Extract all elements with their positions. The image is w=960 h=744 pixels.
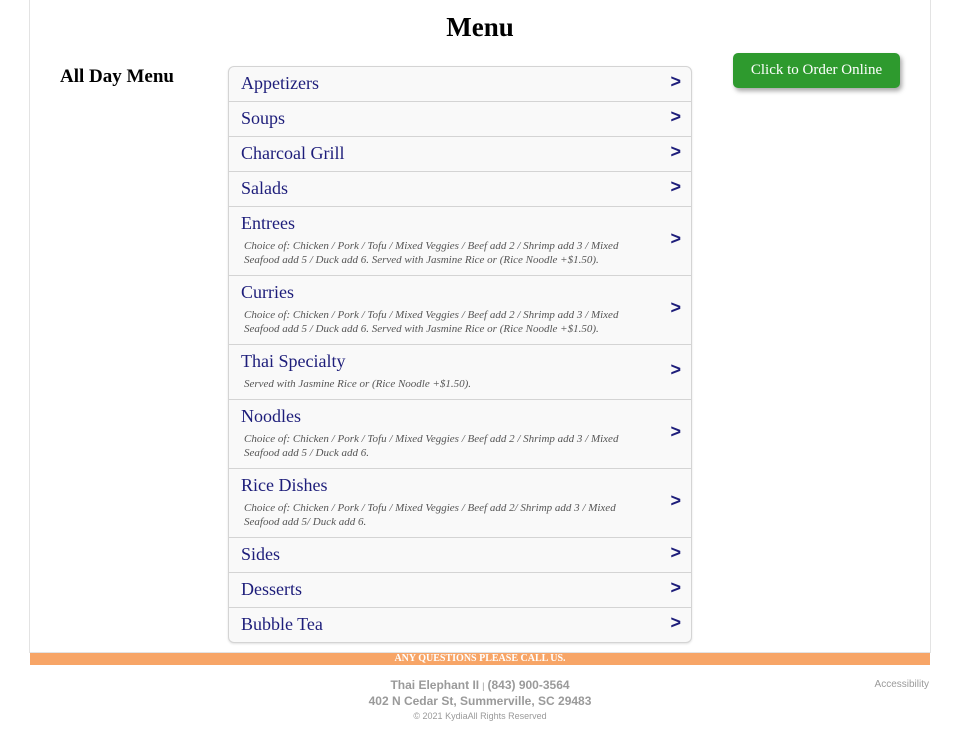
expand-arrow-icon[interactable]: >	[670, 359, 681, 380]
menu-category-name[interactable]: Noodles	[241, 406, 301, 426]
expand-arrow-icon[interactable]: >	[670, 176, 681, 197]
section-title: All Day Menu	[60, 66, 174, 87]
menu-category-list	[228, 66, 692, 643]
menu-category-description: Choice of: Chicken / Pork / Tofu / Mixed Veggies / Beef add 2 / Shrimp add 3 / Mixed Seafood add 5 / Duck add 6.	[244, 433, 619, 459]
menu-category-description: Served with Jasmine Rice or (Rice Noodle +$1.50).	[244, 378, 472, 390]
menu-category-row[interactable]	[229, 572, 691, 607]
menu-category-description: Choice of: Chicken / Pork / Tofu / Mixed Veggies / Beef add 2 / Shrimp add 3 / Mixed Seafood add 5 / Duck add 6. Served with Jasmine Rice or (Rice Noodle +$1.50).	[244, 309, 619, 335]
footer-separator: |	[482, 681, 485, 691]
expand-arrow-icon[interactable]: >	[670, 228, 681, 249]
expand-arrow-icon[interactable]: >	[670, 421, 681, 442]
accessibility-link[interactable]: Accessibility	[874, 679, 929, 690]
menu-category-name[interactable]: Salads	[241, 178, 288, 198]
menu-category-row[interactable]	[229, 468, 691, 537]
page-title: Menu	[446, 12, 514, 42]
menu-category-name[interactable]: Appetizers	[241, 73, 319, 93]
menu-category-row[interactable]	[229, 101, 691, 136]
phone-link[interactable]: (843) 900-3564	[487, 678, 570, 692]
expand-arrow-icon[interactable]: >	[670, 106, 681, 127]
menu-category-name[interactable]: Desserts	[241, 579, 302, 599]
menu-category-row[interactable]	[229, 344, 691, 399]
menu-category-row[interactable]	[229, 67, 691, 101]
provider-link[interactable]: Kydia	[445, 711, 468, 721]
menu-category-description: Choice of: Chicken / Pork / Tofu / Mixed Veggies / Beef add 2/ Shrimp add 3 / Mixed Seafood add 5/ Duck add 6.	[244, 502, 616, 528]
restaurant-name: Thai Elephant II	[390, 678, 480, 692]
menu-category-row[interactable]	[229, 206, 691, 275]
menu-category-row[interactable]	[229, 399, 691, 468]
menu-category-name[interactable]: Entrees	[241, 213, 295, 233]
call-us-banner: ANY QUESTIONS PLEASE CALL US.	[30, 653, 930, 665]
menu-category-row[interactable]	[229, 607, 691, 642]
expand-arrow-icon[interactable]: >	[670, 490, 681, 511]
expand-arrow-icon[interactable]: >	[670, 71, 681, 92]
menu-category-row[interactable]	[229, 537, 691, 572]
footer	[0, 678, 960, 724]
menu-category-name[interactable]: Charcoal Grill	[241, 143, 345, 163]
expand-arrow-icon[interactable]: >	[670, 542, 681, 563]
menu-category-name[interactable]: Bubble Tea	[241, 614, 323, 634]
menu-category-row[interactable]	[229, 275, 691, 344]
menu-category-name[interactable]: Rice Dishes	[241, 475, 328, 495]
expand-arrow-icon[interactable]: >	[670, 141, 681, 162]
menu-category-row[interactable]	[229, 136, 691, 171]
menu-category-name[interactable]: Soups	[241, 108, 286, 128]
menu-category-name[interactable]: Thai Specialty	[241, 351, 346, 371]
expand-arrow-icon[interactable]: >	[670, 297, 681, 318]
menu-category-row[interactable]	[229, 171, 691, 206]
rights-text: All Rights Reserved	[467, 711, 547, 721]
expand-arrow-icon[interactable]: >	[670, 577, 681, 598]
copyright: © 2021	[413, 711, 443, 721]
order-online-button[interactable]: Click to Order Online	[733, 53, 900, 88]
expand-arrow-icon[interactable]: >	[670, 612, 681, 633]
address: 402 N Cedar St, Summerville, SC 29483	[368, 694, 592, 708]
menu-category-name[interactable]: Sides	[241, 544, 281, 564]
menu-category-description: Choice of: Chicken / Pork / Tofu / Mixed Veggies / Beef add 2 / Shrimp add 3 / Mixed Seafood add 5 / Duck add 6. Served with Jasmine Rice or (Rice Noodle +$1.50).	[244, 240, 619, 266]
menu-category-name[interactable]: Curries	[241, 282, 294, 302]
